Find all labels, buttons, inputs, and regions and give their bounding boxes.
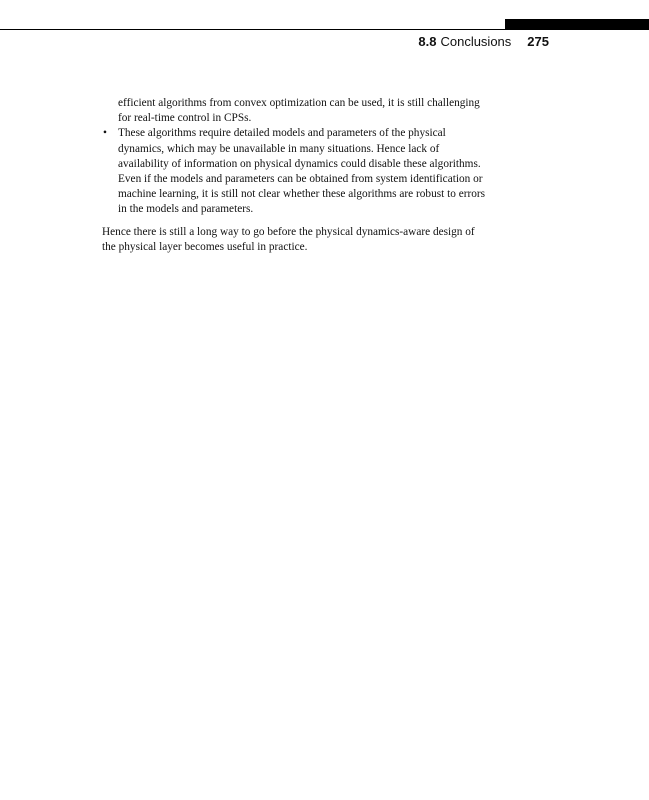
page-number: 275 <box>527 34 549 49</box>
text-line: Even if the models and parameters can be obtained from system identification or <box>118 173 483 186</box>
section-number: 8.8 <box>418 34 437 49</box>
bullet-list-item <box>102 126 512 217</box>
text-line: for real-time control in CPSs. <box>118 112 252 125</box>
text-line: availability of information on physical dynamics could disable these algorithms. <box>118 157 481 170</box>
text-line: dynamics, which may be unavailable in many situations. Hence lack of <box>118 142 440 155</box>
text-line: Hence there is still a long way to go before the physical dynamics-aware design of <box>102 225 475 238</box>
closing-paragraph <box>102 225 512 255</box>
text-line: the physical layer becomes useful in practice. <box>102 240 308 253</box>
text-line: efficient algorithms from convex optimization can be used, it is still challenging <box>118 97 480 109</box>
text-line: in the models and parameters. <box>118 203 254 216</box>
bullet-marker: • <box>103 127 107 140</box>
continued-list-item <box>102 96 512 126</box>
body-text <box>102 96 512 255</box>
header-bar <box>505 19 649 29</box>
text-line: These algorithms require detailed models and parameters of the physical <box>118 127 446 140</box>
text-line: machine learning, it is still not clear whether these algorithms are robust to errors <box>118 188 486 201</box>
section-title: Conclusions <box>440 34 512 49</box>
running-head <box>300 34 549 50</box>
header-rule <box>0 29 649 30</box>
